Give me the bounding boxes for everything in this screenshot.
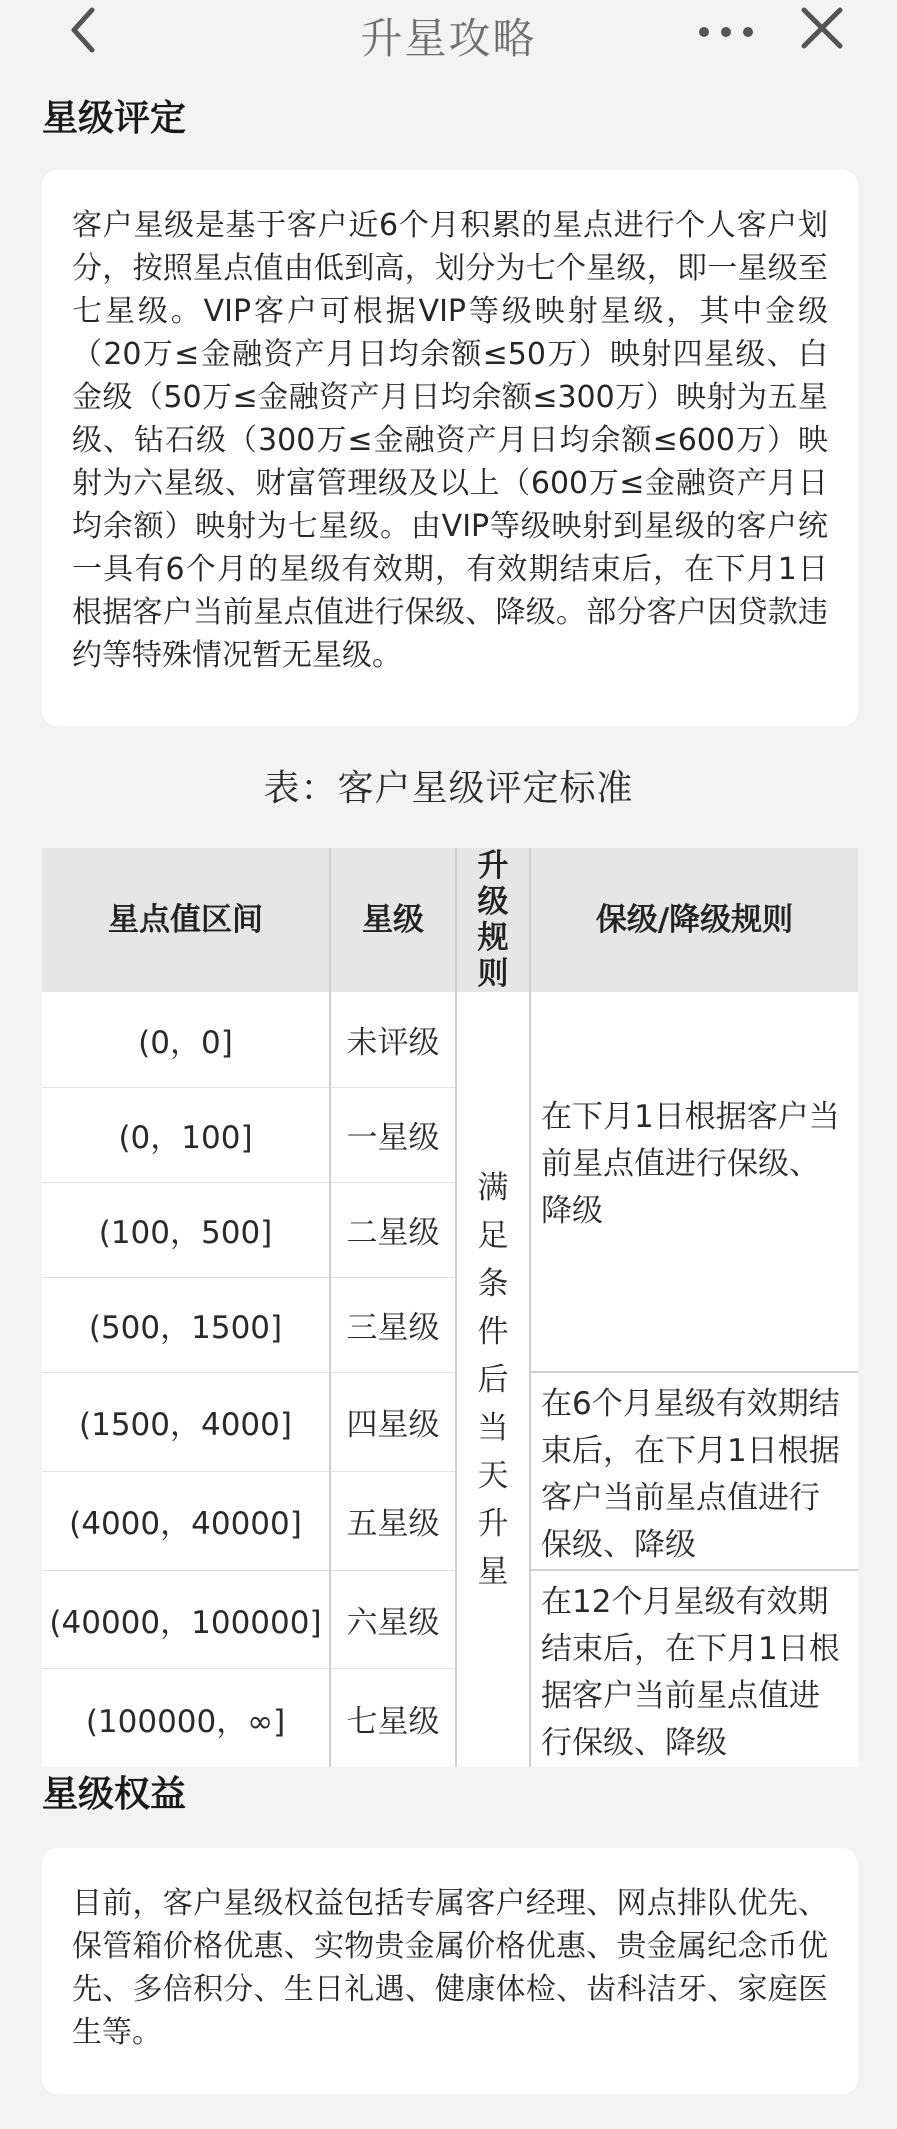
- table-caption: 表：客户星级评定标准: [263, 768, 634, 809]
- table-header-row: [42, 848, 858, 992]
- range-cell: (1500，4000]: [42, 1372, 330, 1471]
- benefits-card: [42, 1848, 858, 2094]
- table-row: [42, 992, 858, 1087]
- retention-rule-cell: 在12个月星级有效期结束后，在下月1日根据客户当前星点值进行保级、降级: [541, 1584, 840, 1761]
- star-cell: 五星级: [330, 1471, 456, 1570]
- close-button[interactable]: [800, 6, 844, 50]
- rating-section-heading: 星级评定: [42, 98, 187, 139]
- page-title: 升星攻略: [360, 14, 537, 63]
- retention-rule-cell: 在下月1日根据客户当前星点值进行保级、降级: [530, 992, 858, 1372]
- range-cell: (40000，100000]: [42, 1570, 330, 1669]
- header-range: 星点值区间: [42, 848, 330, 992]
- range-cell: (100000，∞]: [42, 1669, 330, 1768]
- header-star: 星级: [330, 848, 456, 992]
- benefits-text: 目前，客户星级权益包括专属客户经理、网点排队优先、保管箱价格优惠、实物贵金属价格优惠、贵金属纪念币优先、多倍积分、生日礼遇、健康体检、齿科洁牙、家庭医生等。: [72, 1886, 828, 2050]
- rating-description-card: [42, 170, 858, 726]
- star-cell: 一星级: [330, 1087, 456, 1182]
- range-cell: (0，100]: [42, 1087, 330, 1182]
- top-bar: [0, 0, 897, 64]
- star-rating-table: [42, 848, 858, 1767]
- star-cell: 四星级: [330, 1372, 456, 1471]
- header-upgrade: 升级规则: [456, 848, 530, 992]
- star-cell: 二星级: [330, 1182, 456, 1277]
- table-row: [42, 1570, 858, 1669]
- range-cell: (100，500]: [42, 1182, 330, 1277]
- star-cell: 六星级: [330, 1570, 456, 1669]
- table-row: [42, 1372, 858, 1471]
- range-cell: (0，0]: [42, 992, 330, 1087]
- star-cell: 七星级: [330, 1669, 456, 1768]
- upgrade-rule-cell: 满足条件后当天升星: [456, 992, 530, 1767]
- rating-description-text: 客户星级是基于客户近6个月积累的星点进行个人客户划分，按照星点值由低到高，划分为七个星级，即一星级至七星级。VIP客户可根据VIP等级映射星级，其中金级（20万≤金融资产月日均余额≤50万）映射四星级、白金级（50万≤金融资产月日均余额≤300万）映射为五星级、钻石级（300万≤金融资产月日均余额≤600万）映射为六星级、财富管理级及以上（600万≤金融资产月日均余额）映射为七星级。由VIP等级映射到星级的客户统一具有6个月的星级有效期，有效期结束后，在下月1日根据客户当前星点值进行保级、降级。部分客户因贷款违约等特殊情况暂无星级。: [72, 208, 828, 673]
- retention-rule-cell: 在6个月星级有效期结束后，在下月1日根据客户当前星点值进行保级、降级: [530, 1372, 858, 1570]
- close-icon: [800, 6, 844, 50]
- star-cell: 未评级: [330, 992, 456, 1087]
- benefits-section-heading: 星级权益: [42, 1774, 187, 1815]
- star-cell: 三星级: [330, 1277, 456, 1372]
- range-cell: (500，1500]: [42, 1277, 330, 1372]
- more-button[interactable]: [694, 14, 758, 50]
- header-retention: 保级/降级规则: [530, 848, 858, 992]
- more-dots-icon: [694, 14, 758, 50]
- range-cell: (4000，40000]: [42, 1471, 330, 1570]
